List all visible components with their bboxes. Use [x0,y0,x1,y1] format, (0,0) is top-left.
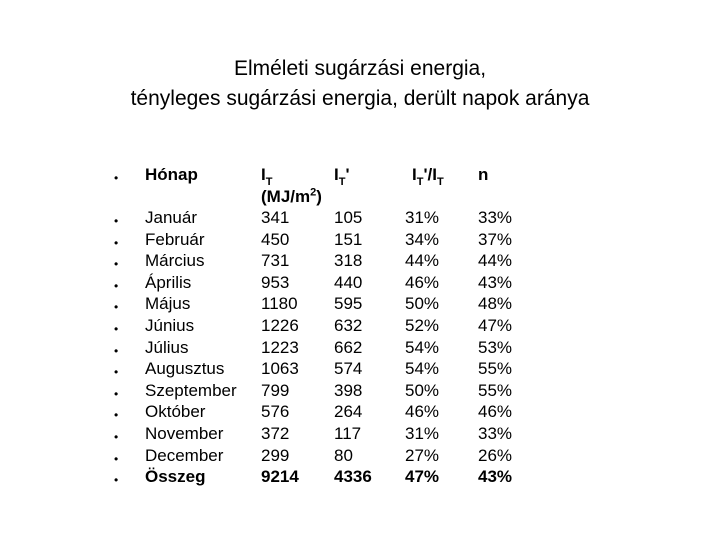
header-unit: $(MJ/m^2)$ [261,186,322,206]
bullet-icon: • [114,171,119,185]
it-prime-cell: 632 [334,316,363,335]
it-cell: 299 [261,445,290,465]
header-it-prime: $I_T'$ [334,165,350,189]
month-cell: Augusztus [145,359,225,379]
bullet-icon: • [114,278,119,293]
ratio-cell: 34% [405,229,440,249]
it-prime-cell: 574 [334,359,363,379]
n-cell: 46% [478,402,513,422]
month-cell: Október [145,402,206,422]
bullet-icon: • [114,214,119,228]
it-prime-cell: 398 [334,380,363,400]
it-prime-cell: 318 [334,251,363,271]
it-prime-cell: 80 [334,445,353,465]
ratio-cell: 27% [405,445,440,465]
it-prime-cell: 151 [334,229,363,249]
n-cell: 55% [478,380,513,400]
it-prime-cell: 264 [334,402,363,422]
it-prime-cell: 4336 [334,467,372,487]
it-cell: 953 [261,272,290,292]
it-cell: 1223 [261,337,299,357]
ratio-cell: 46% [405,402,440,422]
header-month: Hónap [145,165,198,184]
it-prime-cell: 662 [334,337,363,357]
header-ratio: $I_T'/I_T$ [412,165,444,189]
month-cell: Április [145,272,192,292]
bullet-icon: • [114,386,119,401]
it-cell: 1063 [261,359,299,379]
month-cell: Január [145,208,197,227]
bullet-icon: • [114,408,119,423]
month-cell: November [145,424,224,443]
bullet-icon: • [114,257,119,272]
bullet-icon: • [114,430,119,444]
it-prime-cell: 117 [334,424,362,443]
ratio-cell: 46% [405,272,440,292]
n-cell: 47% [478,316,513,335]
it-cell: 576 [261,402,290,422]
title-line-1: Elméleti sugárzási energia, [233,57,487,80]
month-cell: Június [145,316,195,335]
ratio-cell: 50% [405,294,440,314]
it-prime-cell: 595 [334,294,363,314]
bullet-icon: • [114,343,119,358]
n-cell: 48% [478,294,513,314]
it-cell: 372 [261,424,290,443]
ratio-cell: 31% [405,208,440,227]
ratio-cell: 54% [405,337,440,357]
bullet-icon: • [114,300,119,315]
month-cell: Összeg [145,467,206,487]
it-cell: 799 [261,380,290,400]
n-cell: 53% [478,337,513,357]
month-cell: Július [145,337,189,357]
n-cell: 43% [478,467,513,487]
n-cell: 43% [478,272,513,292]
n-cell: 33% [478,208,513,227]
n-cell: 44% [478,251,513,271]
bullet-icon: • [114,322,119,336]
header-it: $I_T$ [261,165,273,189]
n-cell: 37% [478,229,513,249]
it-cell: 9214 [261,467,299,487]
n-cell: 26% [478,445,513,465]
it-prime-cell: 440 [334,272,363,292]
bullet-icon: • [114,365,119,380]
it-cell: 1180 [261,294,298,314]
it-cell: 450 [261,229,290,249]
bullet-icon: • [114,473,119,488]
ratio-cell: 44% [405,251,440,271]
month-cell: Május [145,294,191,314]
month-cell: Szeptember [145,380,237,400]
month-cell: Február [145,229,205,249]
it-prime-cell: 105 [334,208,363,227]
month-cell: December [145,445,224,465]
title-line-2: tényleges sugárzási energia, derült napok aránya [130,87,590,110]
it-cell: 341 [261,208,290,227]
ratio-cell: 52% [405,316,440,335]
bullet-icon: • [114,451,119,466]
n-cell: 55% [478,359,513,379]
ratio-cell: 31% [405,424,440,443]
ratio-cell: 54% [405,359,440,379]
ratio-cell: 50% [405,380,440,400]
header-n: n [478,165,489,184]
n-cell: 33% [478,424,513,443]
ratio-cell: 47% [405,467,440,487]
bullet-icon: • [114,235,119,250]
it-cell: 731 [261,251,290,271]
month-cell: Március [145,251,205,271]
it-cell: 1226 [261,316,299,335]
